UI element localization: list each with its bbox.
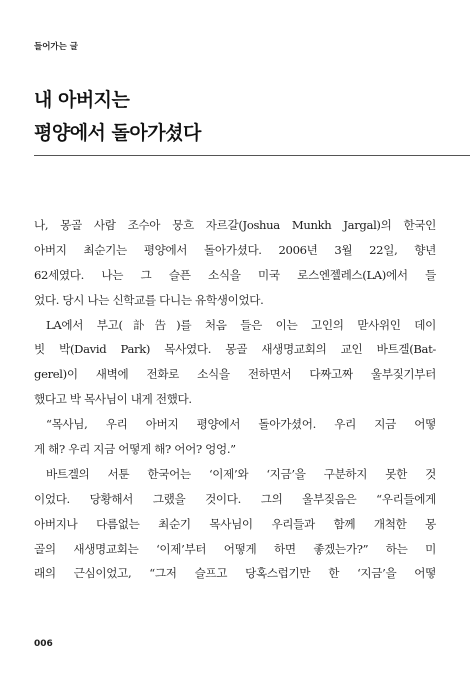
chapter-title-line-2: 평양에서 돌아가셨다 (34, 122, 201, 144)
body-line: 빗 박(David Park) 목사였다. 몽골 새생명교회의 교인 바트겔(Bat- (34, 342, 436, 357)
body-line: 래의 근심이었고, “그저 슬프고 당혹스럽기만 한 ‘지금’을 어떻 (34, 566, 436, 581)
body-line: 게 해? 우리 지금 어떻게 해? 어어? 엉엉.” (34, 442, 236, 457)
body-line: 골의 새생명교회는 ‘이제’부터 어떻게 하면 좋겠는가?” 하는 미 (34, 541, 436, 556)
body-line: 아버지나 다름없는 최순기 목사님이 우리들과 함께 개척한 몽 (34, 516, 436, 531)
body-line: 했다고 박 목사님이 내게 전했다. (34, 392, 192, 407)
body-line: “목사님, 우리 아버지 평양에서 돌아가셨어. 우리 지금 어떻 (46, 417, 436, 432)
body-line: LA에서 부고(訃告)를 처음 들은 이는 고인의 맏사위인 데이 (46, 317, 436, 332)
body-line: 었다. 당시 나는 신학교를 다니는 유학생이었다. (34, 292, 264, 307)
body-line: 62세였다. 나는 그 슬픈 소식을 미국 로스엔젤레스(LA)에서 들 (34, 267, 436, 282)
body-text (34, 213, 436, 586)
chapter-title-line-1: 내 아버지는 (34, 89, 130, 111)
chapter-title (34, 84, 454, 150)
body-line: gerel)이 새벽에 전화로 소식을 전하면서 다짜고짜 울부짖기부터 (34, 367, 436, 382)
body-line: 바트겔의 서툰 한국어는 ‘이제’와 ‘지금’을 구분하지 못한 것 (46, 466, 436, 481)
body-line: 나, 몽골 사람 조수아 뭉흐 자르갈(Joshua Munkh Jargal)의 한국인 (34, 218, 436, 232)
body-line: 이었다. 당황해서 그랬을 것이다. 그의 울부짖음은 “우리들에게 (34, 491, 436, 506)
body-line: 아버지 최순기는 평양에서 돌아가셨다. 2006년 3월 22일, 향년 (34, 242, 436, 257)
title-divider (34, 155, 470, 156)
running-head: 들어가는 글 (34, 42, 79, 52)
page-number: 006 (34, 639, 53, 649)
